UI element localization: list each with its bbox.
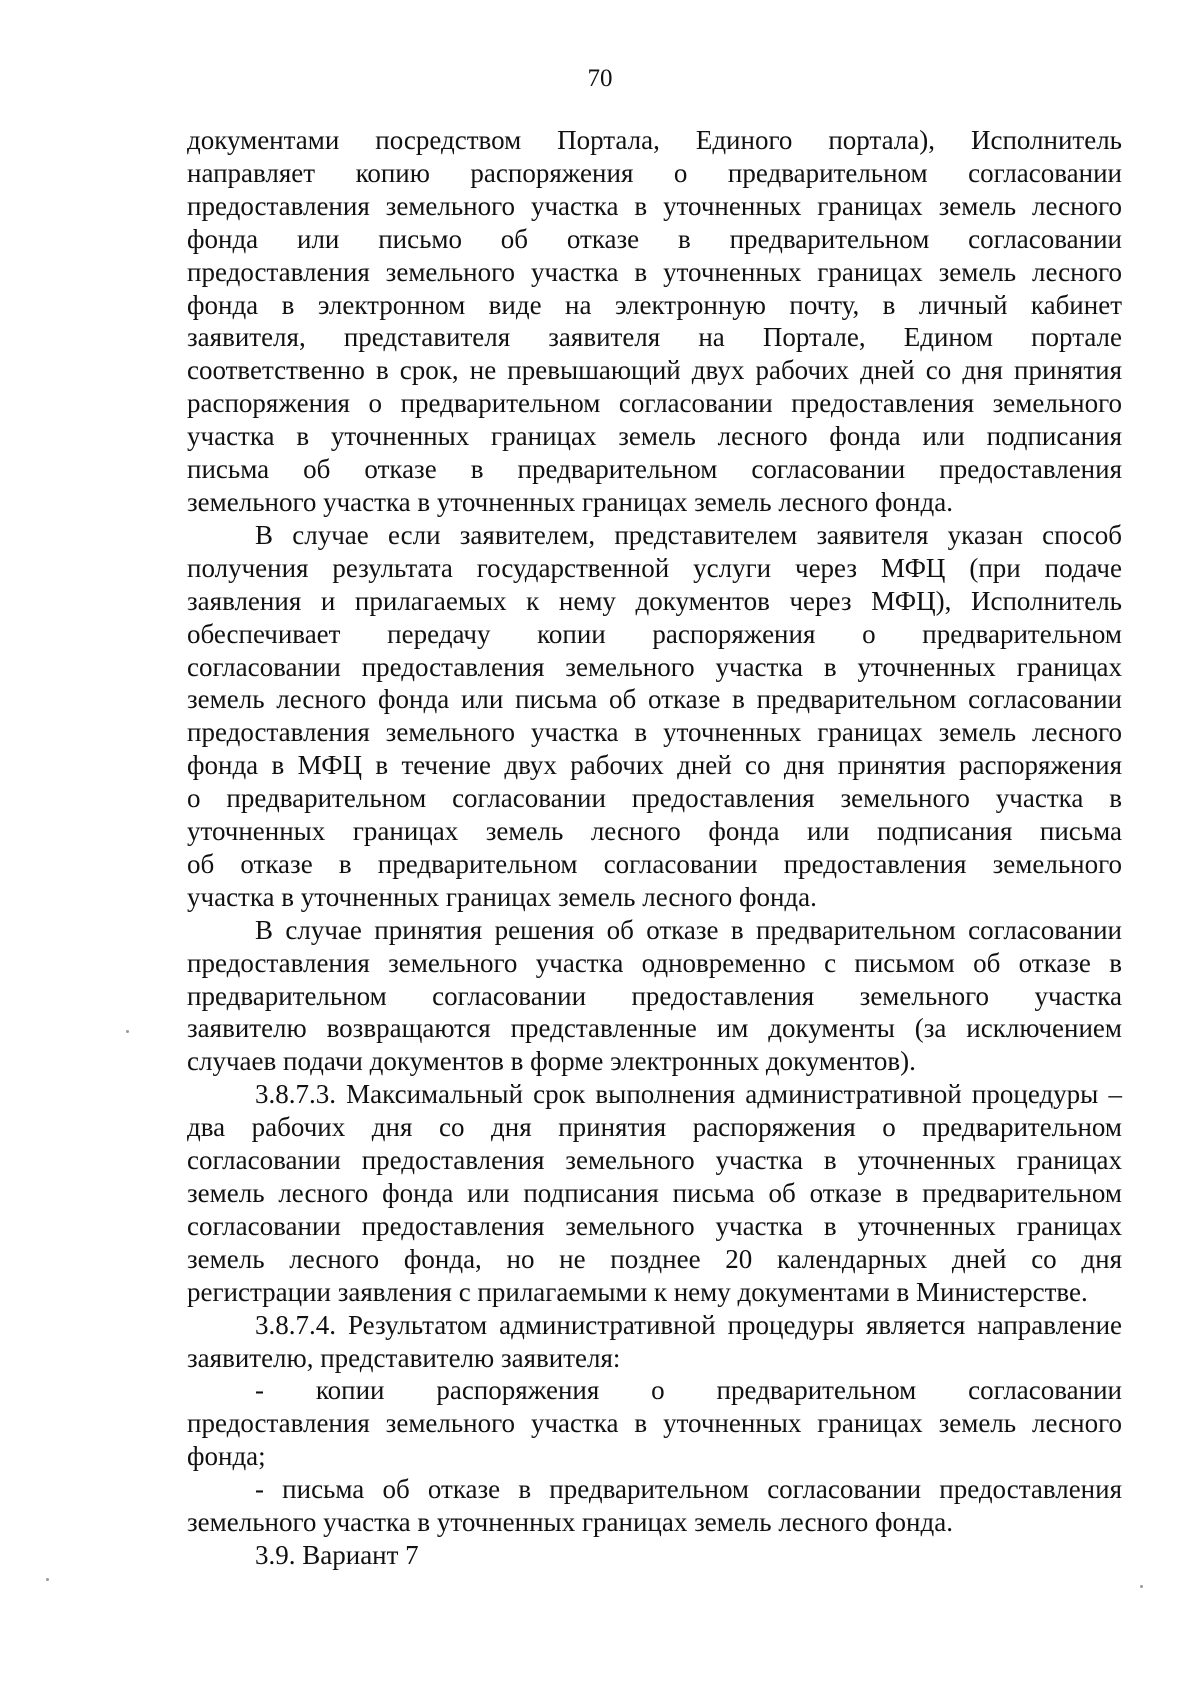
text-line: В случае принятия решения об отказе в предварительном согласовании	[255, 914, 1122, 945]
paragraph	[187, 1374, 1122, 1473]
text-line: фонда в МФЦ в течение двух рабочих дней со дня принятия распоряжения	[187, 750, 1122, 781]
text-line: получения результата государственной услуги через МФЦ (при подаче	[187, 552, 1122, 583]
text-line: о предварительном согласовании предоставления земельного участка в	[187, 783, 1122, 814]
text-line: - письма об отказе в предварительном согласовании предоставления	[255, 1474, 1122, 1505]
text-line: соответственно в срок, не превышающий двух рабочих дней со дня принятия	[187, 355, 1122, 386]
text-line: предоставления земельного участка одновременно с письмом об отказе в	[187, 947, 1122, 978]
paragraph	[187, 1539, 1122, 1572]
text-line: земель лесного фонда или подписания письма об отказе в предварительном	[187, 1178, 1122, 1208]
scan-speck	[126, 1030, 129, 1033]
text-line: предоставления земельного участка в уточненных границах земель лесного	[187, 1408, 1122, 1439]
text-line: 3.8.7.3. Максимальный срок выполнения административной процедуры –	[255, 1079, 1122, 1110]
text-line: согласовании предоставления земельного участка в уточненных границах	[187, 651, 1122, 682]
text-line: направляет копию распоряжения о предварительном согласовании	[187, 157, 1122, 188]
text-line: предоставления земельного участка в уточненных границах земель лесного	[187, 256, 1122, 287]
text-line: земель лесного фонда, но не позднее 20 календарных дней со дня	[187, 1243, 1122, 1274]
text-line: заявителю, представителю заявителя:	[187, 1342, 621, 1373]
document-body	[187, 124, 1122, 1572]
text-line: документами посредством Портала, Единого портала), Исполнитель	[187, 125, 1122, 155]
text-line: - копии распоряжения о предварительном согласовании	[255, 1375, 1122, 1406]
text-line: земельного участка в уточненных границах земель лесного фонда.	[187, 1507, 953, 1538]
text-line: фонда или письмо об отказе в предварительном согласовании	[187, 223, 1122, 254]
text-line: об отказе в предварительном согласовании предоставления земельного	[187, 848, 1122, 879]
text-line: земельного участка в уточненных границах земель лесного фонда.	[187, 486, 953, 517]
text-line: заявителя, представителя заявителя на Портале, Едином портале	[187, 322, 1122, 353]
paragraph	[187, 519, 1122, 914]
text-line: фонда;	[187, 1441, 266, 1472]
text-line: распоряжения о предварительном согласовании предоставления земельного	[187, 388, 1122, 419]
text-line: уточненных границах земель лесного фонда или подписания письма	[187, 816, 1122, 847]
text-line: участка в уточненных границах земель лесного фонда.	[187, 881, 817, 912]
text-line: предоставления земельного участка в уточненных границах земель лесного	[187, 717, 1122, 748]
scan-speck	[46, 1578, 49, 1581]
text-line: обеспечивает передачу копии распоряжения о предварительном	[187, 618, 1122, 649]
text-line: участка в уточненных границах земель лесного фонда или подписания	[187, 421, 1122, 452]
scan-speck	[1140, 1585, 1143, 1588]
text-line: согласовании предоставления земельного участка в уточненных границах	[187, 1145, 1122, 1176]
paragraph	[187, 1473, 1122, 1539]
text-line: 3.9. Вариант 7	[255, 1539, 419, 1570]
text-line: предварительном согласовании предоставления земельного участка	[187, 980, 1122, 1011]
text-line: заявителю возвращаются представленные им документы (за исключением	[187, 1013, 1122, 1044]
text-line: заявления и прилагаемых к нему документов через МФЦ), Исполнитель	[187, 585, 1122, 616]
text-line: В случае если заявителем, представителем заявителя указан способ	[255, 519, 1122, 550]
text-line: земель лесного фонда или письма об отказе в предварительном согласовании	[187, 684, 1122, 715]
text-line: согласовании предоставления земельного участка в уточненных границах	[187, 1210, 1122, 1241]
text-line: 3.8.7.4. Результатом административной процедуры является направление	[255, 1309, 1122, 1340]
text-line: регистрации заявления с прилагаемыми к нему документами в Министерстве.	[187, 1276, 1088, 1307]
text-line: письма об отказе в предварительном согласовании предоставления	[187, 454, 1122, 485]
text-line: фонда в электронном виде на электронную почту, в личный кабинет	[187, 289, 1122, 320]
text-line: предоставления земельного участка в уточненных границах земель лесного	[187, 190, 1122, 221]
paragraph	[187, 914, 1122, 1079]
text-line: два рабочих дня со дня принятия распоряжения о предварительном	[187, 1112, 1122, 1143]
paragraph	[187, 124, 1122, 519]
paragraph	[187, 1309, 1122, 1375]
paragraph	[187, 1078, 1122, 1308]
text-line: случаев подачи документов в форме электронных документов).	[187, 1046, 916, 1077]
page-number: 70	[587, 65, 613, 92]
